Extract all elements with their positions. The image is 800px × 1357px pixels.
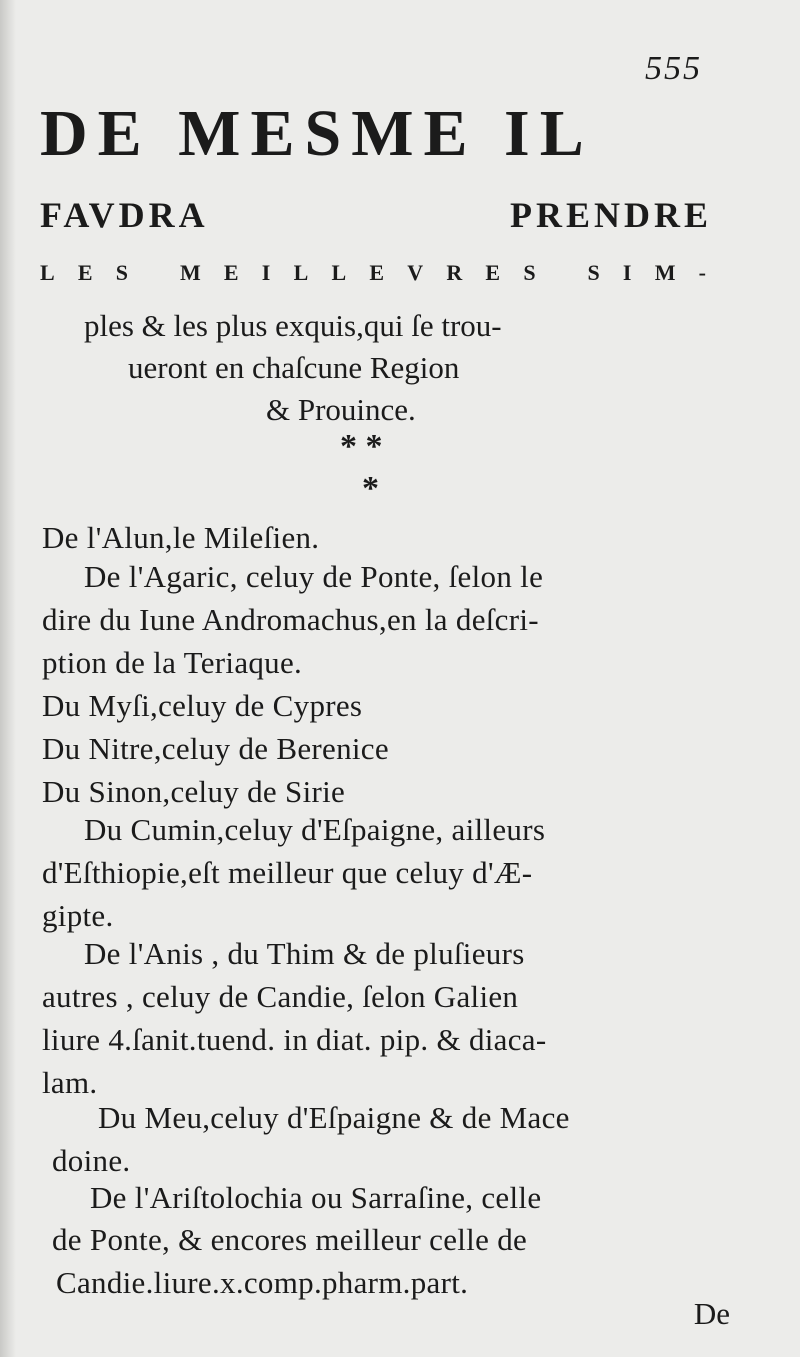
intro-line-3: & Prouince. bbox=[266, 392, 416, 427]
heading-letter: I bbox=[622, 260, 634, 285]
heading-letter: E bbox=[369, 260, 387, 285]
body-line: ption de la Teriaque. bbox=[42, 645, 303, 680]
heading-letter: M bbox=[179, 260, 203, 285]
heading-letter: S bbox=[115, 260, 131, 285]
body-line: d'Eſthiopie,eſt meilleur que celuy d'Æ- bbox=[42, 855, 533, 890]
heading-letter: S bbox=[523, 260, 538, 285]
body-line: De l'Anis , du Thim & de pluſieurs bbox=[84, 936, 525, 971]
heading-word-1: FAVDRA bbox=[40, 195, 209, 235]
body-line: autres , celuy de Candie, ſelon Galien bbox=[42, 979, 519, 1014]
page-gutter-shadow bbox=[0, 0, 16, 1357]
heading-letter: M bbox=[654, 260, 678, 285]
intro-line-2: ueront en chaſcune Region bbox=[128, 350, 460, 385]
heading-letter: E bbox=[223, 260, 241, 285]
body-line: De l'Agaric, celuy de Ponte, ſelon le bbox=[84, 559, 544, 594]
page-number: 555 bbox=[645, 50, 702, 87]
heading-word-2: PRENDRE bbox=[509, 195, 712, 235]
heading-letter: S bbox=[587, 260, 602, 285]
body-line: liure 4.ſanit.tuend. in diat. pip. & diaca- bbox=[42, 1022, 547, 1057]
body-line: Du Nitre,celuy de Berenice bbox=[42, 731, 389, 766]
body-line: Du Cumin,celuy d'Eſpaigne, ailleurs bbox=[84, 812, 546, 847]
ornament-top: * * bbox=[340, 428, 383, 465]
body-line: De l'Alun,le Mileſien. bbox=[42, 520, 320, 555]
body-line: lam. bbox=[42, 1065, 98, 1100]
heading-letter: V bbox=[407, 260, 426, 285]
body-line: Du Myſi,celuy de Cypres bbox=[42, 688, 363, 723]
heading-letter: E bbox=[77, 260, 95, 285]
body-line: De l'Ariſtolochia ou Sarraſine, celle bbox=[90, 1180, 542, 1215]
heading-letter: L bbox=[331, 260, 349, 285]
body-line: Candie.liure.x.comp.pharm.part. bbox=[56, 1265, 469, 1300]
ornament-bottom: * bbox=[362, 470, 379, 507]
heading-letter bbox=[151, 260, 159, 286]
show-through-smudge bbox=[150, 48, 710, 88]
heading-letter bbox=[559, 260, 567, 286]
heading-line-3 bbox=[40, 260, 708, 286]
heading-letter: R bbox=[446, 260, 465, 285]
body-line: doine. bbox=[52, 1143, 131, 1178]
catchword: De bbox=[693, 1296, 730, 1331]
heading-letter: L bbox=[293, 260, 311, 285]
heading-line-2 bbox=[40, 194, 712, 236]
heading-letter: - bbox=[698, 260, 708, 285]
heading-letter: E bbox=[485, 260, 503, 285]
body-line: Du Sinon,celuy de Sirie bbox=[42, 774, 346, 809]
heading-letter: I bbox=[261, 260, 273, 285]
heading-letter: L bbox=[40, 260, 57, 285]
body-line: de Ponte, & encores meilleur celle de bbox=[52, 1222, 528, 1257]
body-line: dire du Iune Andromachus,en la deſcri- bbox=[42, 602, 539, 637]
body-line: gipte. bbox=[42, 898, 114, 933]
body-line: Du Meu,celuy d'Eſpaigne & de Mace bbox=[98, 1100, 570, 1135]
heading-line-1: DE MESME IL bbox=[40, 97, 594, 170]
intro-line-1: ples & les plus exquis,qui ſe trou- bbox=[84, 308, 502, 343]
